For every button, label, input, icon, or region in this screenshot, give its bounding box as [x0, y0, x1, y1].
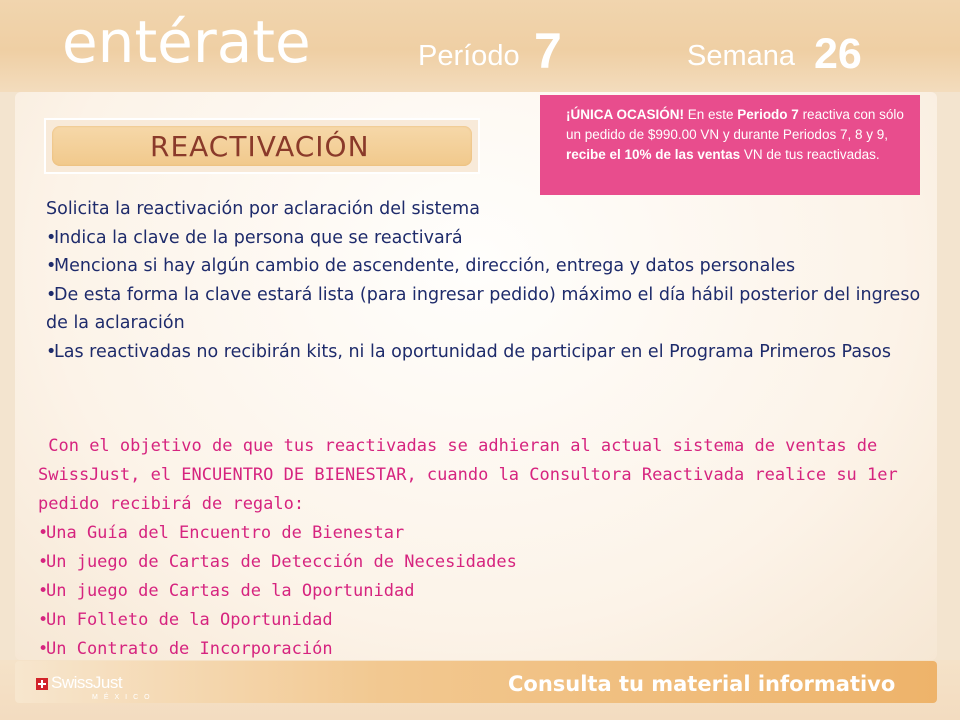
banner-plate: [52, 126, 472, 166]
promo-period: Periodo 7: [737, 107, 799, 122]
list-item: •Un Folleto de la Oportunidad: [38, 610, 333, 630]
list-item-text: Menciona si hay algún cambio de ascendente, dirección, entrega y datos personales: [54, 256, 796, 276]
gift-list: [38, 432, 933, 664]
list-item: •Las reactivadas no recibirán kits, ni la oportunidad de participar en el Programa Primeros Pasos: [46, 341, 891, 362]
period-number: 7: [534, 23, 562, 79]
list-item: •Indica la clave de la persona que se reactivará: [46, 227, 463, 248]
list-item-text: Un juego de Cartas de la Oportunidad: [46, 581, 415, 601]
list-item-text: De esta forma la clave estará lista (para ingresar pedido) máximo el día hábil posterior del ingreso de la aclaración: [46, 284, 921, 333]
logo-subtitle: MÉXICO: [92, 694, 156, 701]
gift-intro: [38, 432, 933, 519]
list-item: •Un juego de Cartas de la Oportunidad: [38, 581, 415, 601]
promo-text-3: VN de tus reactivadas.: [740, 147, 880, 162]
period-label: Período: [418, 40, 520, 72]
list-item-text: Un juego de Cartas de Detección de Necesidades: [46, 552, 517, 572]
banner-title: REACTIVACIÓN: [150, 130, 370, 163]
reactivation-steps: [46, 195, 926, 366]
promo-headline: ¡ÚNICA OCASIÓN!: [566, 107, 684, 122]
list-item-text: Un Contrato de Incorporación: [46, 639, 333, 659]
list-item-text: Indica la clave de la persona que se reactivará: [54, 227, 463, 248]
steps-heading: Solicita la reactivación por aclaración del sistema: [46, 199, 480, 219]
gift-intro-text: Con el objetivo de que tus reactivadas se adhieran al actual sistema de ventas de SwissJust, el ENCUENTRO DE BIENESTAR, cuando la Consultora Reactivada realice su 1er pedido recibirá de regalo:: [38, 436, 898, 514]
promo-text-2: reactiva con sólo un pedido de $990.00 VN y durante Periodos 7, 8 y 9,: [566, 107, 904, 142]
week-number: 26: [814, 30, 862, 78]
promo-benefit: recibe el 10% de las ventas: [566, 147, 741, 162]
week-label: Semana: [687, 40, 796, 72]
promo-text-1: En este: [684, 107, 738, 122]
list-item-text: Las reactivadas no recibirán kits, ni la oportunidad de participar en el Programa Primeros Pasos: [54, 341, 891, 362]
swiss-cross-icon: [36, 678, 48, 690]
reactivation-banner: [44, 118, 480, 174]
info-material-link[interactable]: Consulta tu material informativo: [508, 672, 896, 696]
list-item: •Una Guía del Encuentro de Bienestar: [38, 523, 405, 543]
list-item: •Un Contrato de Incorporación: [38, 639, 333, 659]
page-title: entérate: [62, 8, 311, 76]
list-item: •De esta forma la clave estará lista (para ingresar pedido) máximo el día hábil posterior del ingreso de la aclaración: [46, 284, 921, 333]
list-item-text: Una Guía del Encuentro de Bienestar: [46, 523, 405, 543]
swissjust-logo: SwissJust: [51, 673, 123, 692]
promo-box: [540, 95, 920, 195]
list-item: •Un juego de Cartas de Detección de Necesidades: [38, 552, 517, 572]
list-item: •Menciona si hay algún cambio de ascendente, dirección, entrega y datos personales: [46, 256, 796, 276]
list-item-text: Un Folleto de la Oportunidad: [46, 610, 333, 630]
